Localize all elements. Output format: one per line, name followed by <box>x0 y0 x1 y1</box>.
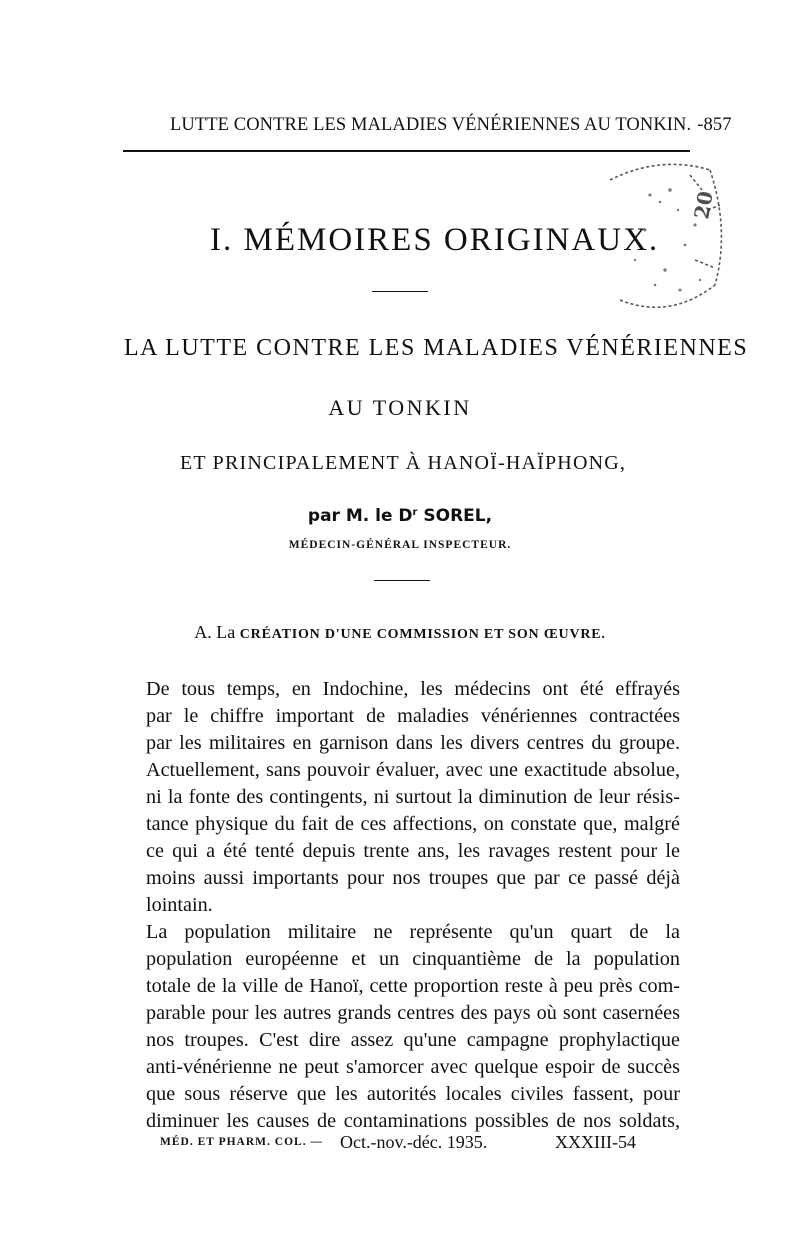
body-line: totale de la ville de Hanoï, cette proportion reste à peu près com- <box>146 975 680 997</box>
body-line: anti-vénérienne ne peut s'amorcer avec quelque espoir de succès <box>146 1056 680 1078</box>
body-line: parable pour les autres grands centres des pays où sont casernées <box>146 1002 680 1024</box>
article-subtitle: ET PRINCIPALEMENT À HANOÏ-HAÏPHONG, <box>180 452 627 474</box>
section-title: I. MÉMOIRES ORIGINAUX. <box>210 222 660 258</box>
article-title-line-1: LA LUTTE CONTRE LES MALADIES VÉNÉRIENNES <box>124 335 749 361</box>
body-line: tance physique du fait de ces affections, on constate que, malgré <box>146 813 680 835</box>
page-footer <box>0 1132 800 1156</box>
byline <box>0 506 800 526</box>
running-title: LUTTE CONTRE LES MALADIES VÉNÉRIENNES AU TONKIN. <box>170 115 692 135</box>
body-line: La population militaire ne représente qu'un quart de la <box>146 921 680 943</box>
body-line: ce qui a été tenté depuis trente ans, les ravages restent pour le <box>146 840 680 862</box>
section-heading-letter: A. La <box>194 622 236 642</box>
page-number: -857 <box>697 115 732 135</box>
body-line: par les militaires en garnison dans les divers centres du groupe. <box>146 732 680 754</box>
footer-signature: XXXIII-54 <box>555 1132 636 1152</box>
footer-journal: MÉD. ET PHARM. COL. — <box>160 1136 323 1148</box>
article-title-line-2: AU TONKIN <box>328 395 472 420</box>
section-heading <box>0 622 800 643</box>
body-line: nos troupes. C'est dire assez qu'une campagne prophylactique <box>146 1029 680 1051</box>
byline-prefix: par M. le D <box>307 506 413 526</box>
body-line: diminuer les causes de contaminations possibles de nos soldats, <box>146 1110 680 1132</box>
body-line: lointain. <box>146 894 213 916</box>
author-name: SOREL, <box>423 506 493 526</box>
footer-date: Oct.-nov.-déc. 1935. <box>340 1132 488 1152</box>
body-line: que sous réserve que les autorités locales civiles fassent, pour <box>146 1083 680 1105</box>
title-separator-rule <box>372 291 428 292</box>
section-heading-text: CRÉATION D'UNE COMMISSION ET SON ŒUVRE. <box>239 627 606 642</box>
running-header <box>170 115 732 136</box>
stamp-text: 20 <box>689 189 718 221</box>
author-title: MÉDECIN-GÉNÉRAL INSPECTEUR. <box>288 539 512 551</box>
body-text <box>146 676 680 1135</box>
body-line: population européenne et un cinquantième de la population <box>146 948 680 970</box>
byline-superscript: r <box>412 507 418 518</box>
body-line: par le chiffre important de maladies vénériennes contractées <box>146 705 680 727</box>
body-line: ni la fonte des contingents, ni surtout la diminution de leur résis- <box>146 786 680 808</box>
body-line: moins aussi importants pour nos troupes que par ce passé déjà <box>146 867 680 889</box>
byline-separator-rule <box>374 580 430 581</box>
body-line: Actuellement, sans pouvoir évaluer, avec une exactitude absolue, <box>146 759 680 781</box>
body-line: De tous temps, en Indochine, les médecins ont été effrayés <box>146 678 680 700</box>
